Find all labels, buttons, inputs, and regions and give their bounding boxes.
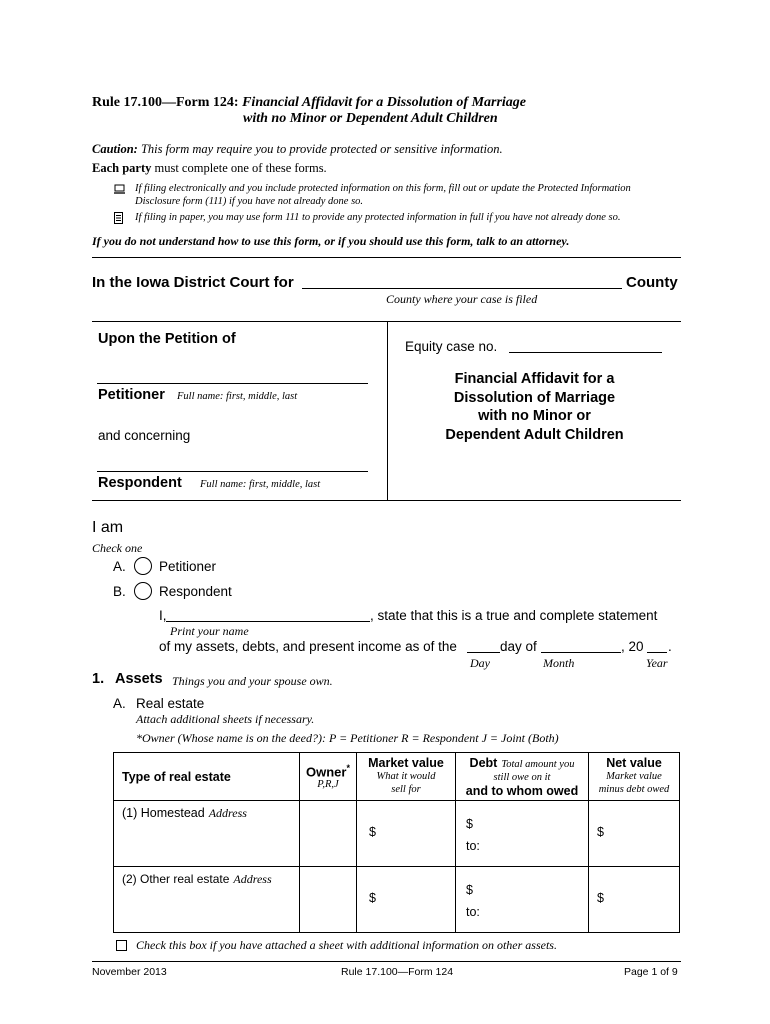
table-row xyxy=(114,867,680,933)
petitioner-hint: Full name: first, middle, last xyxy=(177,391,298,402)
electronic-line1: If filing electronically and you include protected information on this form, fill out or update the Protected Information xyxy=(135,183,631,194)
row1-net-symbol: $ xyxy=(597,825,604,839)
assets-heading: Assets xyxy=(115,671,163,687)
row1-market-symbol: $ xyxy=(369,825,376,839)
header-net-label: Net value xyxy=(606,756,662,770)
row1-owner-cell[interactable] xyxy=(300,801,357,867)
header-market-hint2: sell for xyxy=(391,784,421,795)
upon-petition: Upon the Petition of xyxy=(98,331,236,347)
header-net-hint1: Market value xyxy=(606,771,662,782)
form-title-2: Dissolution of Marriage xyxy=(453,389,616,406)
divider xyxy=(92,257,681,258)
print-name-hint: Print your name xyxy=(170,624,249,638)
respondent-hint: Full name: first, middle, last xyxy=(200,479,321,490)
hint-month: Month xyxy=(543,656,575,670)
footer-divider xyxy=(92,961,681,962)
section-a-title: Real estate xyxy=(136,696,205,711)
footer-page: Page 1 of 9 xyxy=(624,966,678,978)
row1-net-cell[interactable] xyxy=(589,801,680,867)
print-name-input[interactable] xyxy=(166,621,370,622)
and-concerning: and concerning xyxy=(98,428,191,443)
caution-label: Caution: xyxy=(92,142,138,156)
footer-form: Rule 17.100—Form 124 xyxy=(341,966,454,978)
row2-debt-symbol: $ xyxy=(466,883,473,897)
caution-line xyxy=(92,142,503,157)
statement-line2-b: day of xyxy=(500,639,537,654)
row1-debt-cell[interactable] xyxy=(456,801,589,867)
option-a-label: Petitioner xyxy=(159,559,217,574)
header-market-label: Market value xyxy=(368,756,444,770)
row2-label: (2) Other real estate xyxy=(122,872,230,886)
assets-number: 1. xyxy=(92,671,105,687)
form-title-3: with no Minor or xyxy=(478,408,591,424)
header-net-hint2: minus debt owed xyxy=(598,784,670,795)
computer-icon xyxy=(114,182,125,200)
form-title-line2: with no Minor or Dependent Adult Children xyxy=(243,111,498,126)
row2-market-cell[interactable] xyxy=(357,867,456,933)
court-suffix: County xyxy=(626,274,678,291)
header-owner-label: Owner xyxy=(306,764,347,780)
caption-form-title xyxy=(388,370,681,444)
caution-text: This form may require you to provide protected or sensitive information. xyxy=(140,142,503,156)
section-a-letter: A. xyxy=(113,696,126,711)
form-title-4: Dependent Adult Children xyxy=(445,426,624,443)
row2-type-cell[interactable] xyxy=(114,867,300,933)
check-one: Check one xyxy=(92,541,143,555)
month-input[interactable] xyxy=(541,652,621,653)
option-b-letter: B. xyxy=(113,584,126,599)
electronic-line2: Disclosure form (111) if you have not already done so. xyxy=(135,196,364,207)
respondent-name-input[interactable] xyxy=(97,471,368,472)
paper-filing-note: If filing in paper, you may use form 111 to provide any protected information in full if you have not already done so. xyxy=(135,212,621,223)
form-title-1: Financial Affidavit for a xyxy=(454,371,615,387)
option-b-label: Respondent xyxy=(159,584,232,599)
each-party-bold: Each party xyxy=(92,161,152,175)
header-debt-label2: and to whom owed xyxy=(465,784,579,798)
county-hint: County where your case is filed xyxy=(386,292,538,306)
statement-line2-d: . xyxy=(668,639,672,654)
table-row xyxy=(114,801,680,867)
hint-day: Day xyxy=(470,656,490,670)
header-type xyxy=(114,753,300,801)
row2-market-symbol: $ xyxy=(369,891,376,905)
county-input[interactable] xyxy=(302,288,622,289)
header-debt-hint1: Total amount you xyxy=(501,759,575,770)
header-market xyxy=(357,753,456,801)
row2-net-cell[interactable] xyxy=(589,867,680,933)
respondent-label: Respondent xyxy=(98,475,182,491)
statement-start: I, xyxy=(159,608,167,623)
checkbox-text: Check this box if you have attached a sheet with additional information on other assets. xyxy=(136,938,557,952)
each-party-line xyxy=(92,161,327,176)
petitioner-label: Petitioner xyxy=(98,387,165,403)
row2-debt-cell[interactable] xyxy=(456,867,589,933)
each-party-rest: must complete one of these forms. xyxy=(154,161,327,175)
attach-note: Attach additional sheets if necessary. xyxy=(136,712,315,726)
caption-bottom-border xyxy=(92,500,681,501)
statement-line2-a: of my assets, debts, and present income as of the xyxy=(159,639,457,654)
form-heading xyxy=(92,95,526,111)
header-debt-label: Debt xyxy=(469,756,498,770)
court-prefix: In the Iowa District Court for xyxy=(92,274,294,291)
row1-debt-symbol: $ xyxy=(466,817,473,831)
header-owner xyxy=(300,753,357,801)
paper-icon xyxy=(114,211,123,229)
table-header-row xyxy=(114,753,680,801)
header-debt-hint2: still owe on it xyxy=(493,772,551,783)
row1-debt-to: to: xyxy=(466,839,480,853)
row1-type-cell[interactable] xyxy=(114,801,300,867)
row2-debt-to: to: xyxy=(466,905,480,919)
respondent-radio[interactable] xyxy=(134,582,152,600)
owner-note: *Owner (Whose name is on the deed?): P = Petitioner R = Respondent J = Joint (Both) xyxy=(136,731,559,745)
equity-case-input[interactable] xyxy=(509,352,662,353)
statement-line2-c: , 20 xyxy=(621,639,644,654)
row1-market-cell[interactable] xyxy=(357,801,456,867)
header-type-label: Type of real estate xyxy=(122,769,231,784)
header-owner-hint: P,R,J xyxy=(317,779,339,791)
assets-subheading: Things you and your spouse own. xyxy=(172,674,333,688)
option-a-letter: A. xyxy=(113,559,126,574)
row1-hint: Address xyxy=(208,806,247,820)
header-net xyxy=(589,753,680,801)
row2-net-symbol: $ xyxy=(597,891,604,905)
additional-sheet-checkbox[interactable] xyxy=(116,940,127,951)
petitioner-radio[interactable] xyxy=(134,557,152,575)
petitioner-name-input[interactable] xyxy=(97,383,368,384)
form-title-line1: Financial Affidavit for a Dissolution of Marriage xyxy=(242,95,527,110)
header-market-hint1: What it would xyxy=(376,771,436,782)
row2-owner-cell[interactable] xyxy=(300,867,357,933)
equity-case-label: Equity case no. xyxy=(405,339,498,354)
day-input[interactable] xyxy=(467,652,500,653)
i-am: I am xyxy=(92,519,124,536)
header-debt xyxy=(456,753,589,801)
attorney-note: If you do not understand how to use this form, or if you should use this form, talk to an attorney. xyxy=(92,234,570,248)
row2-hint: Address xyxy=(233,872,272,886)
row1-label: (1) Homestead xyxy=(122,806,205,820)
owner-asterisk: * xyxy=(346,763,350,773)
statement-mid: , state that this is a true and complete statement xyxy=(370,608,658,623)
rule-label: Rule 17.100—Form 124: xyxy=(92,95,239,110)
footer-date: November 2013 xyxy=(92,966,167,978)
electronic-filing-note xyxy=(135,182,695,208)
hint-year: Year xyxy=(646,656,668,670)
year-input[interactable] xyxy=(647,652,667,653)
real-estate-table xyxy=(113,752,680,933)
